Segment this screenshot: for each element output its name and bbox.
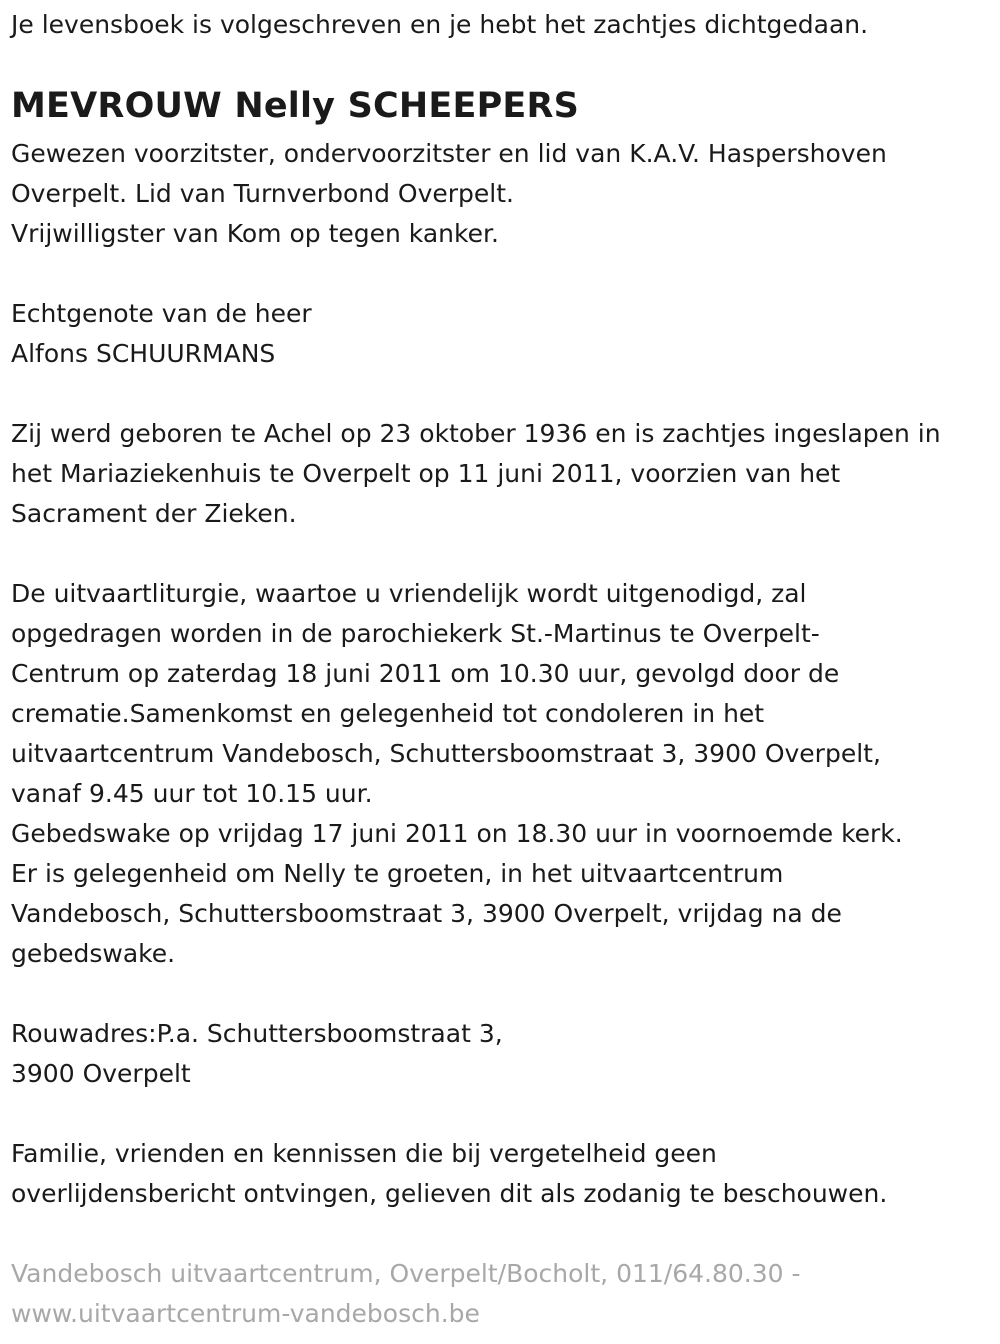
- funeral-home-contact: Vandebosch uitvaartcentrum, Overpelt/Bocholt, 011/64.80.30 -: [11, 1259, 801, 1288]
- roles-line: Overpelt. Lid van Turnverbond Overpelt.: [11, 179, 514, 208]
- prayer-vigil-line: Gebedswake op vrijdag 17 juni 2011 on 18.30 uur in voornoemde kerk.: [11, 819, 903, 848]
- spouse-line: Echtgenote van de heer: [11, 299, 312, 328]
- funeral-line: uitvaartcentrum Vandebosch, Schuttersboomstraat 3, 3900 Overpelt,: [11, 739, 881, 768]
- intro-quote: Je levensboek is volgeschreven en je hebt het zachtjes dichtgedaan.: [11, 10, 869, 39]
- birth-line: het Mariaziekenhuis te Overpelt op 11 juni 2011, voorzien van het: [11, 459, 841, 488]
- deceased-name: MEVROUW Nelly SCHEEPERS: [11, 86, 580, 126]
- funeral-line: vanaf 9.45 uur tot 10.15 uur.: [11, 779, 373, 808]
- address-line: 3900 Overpelt: [11, 1059, 191, 1088]
- mourning-address: [11, 1014, 503, 1094]
- funeral-line: De uitvaartliturgie, waartoe u vriendelijk wordt uitgenodigd, zal: [11, 579, 807, 608]
- spouse-name: Alfons SCHUURMANS: [11, 339, 276, 368]
- address-line: Rouwadres:P.a. Schuttersboomstraat 3,: [11, 1019, 503, 1048]
- family-line: overlijdensbericht ontvingen, gelieven dit als zodanig te beschouwen.: [11, 1179, 888, 1208]
- funeral-home-website: www.uitvaartcentrum-vandebosch.be: [11, 1299, 480, 1328]
- roles-paragraph: [11, 134, 887, 254]
- roles-line: Vrijwilligster van Kom op tegen kanker.: [11, 219, 499, 248]
- family-line: Familie, vrienden en kennissen die bij vergetelheid geen: [11, 1139, 717, 1168]
- spouse-paragraph: [11, 294, 312, 374]
- funeral-line: Centrum op zaterdag 18 juni 2011 om 10.30 uur, gevolgd door de: [11, 659, 840, 688]
- funeral-home-footer: [11, 1254, 801, 1334]
- viewing-line: gebedswake.: [11, 939, 176, 968]
- funeral-line: opgedragen worden in de parochiekerk St.-Martinus te Overpelt-: [11, 619, 820, 648]
- funeral-line: crematie.Samenkomst en gelegenheid tot condoleren in het: [11, 699, 765, 728]
- birth-line: Sacrament der Zieken.: [11, 499, 297, 528]
- roles-line: Gewezen voorzitster, ondervoorzitster en lid van K.A.V. Haspershoven: [11, 139, 887, 168]
- birth-line: Zij werd geboren te Achel op 23 oktober 1936 en is zachtjes ingeslapen in: [11, 419, 941, 448]
- viewing-line: Vandebosch, Schuttersboomstraat 3, 3900 Overpelt, vrijdag na de: [11, 899, 842, 928]
- family-notice-paragraph: [11, 1134, 887, 1214]
- viewing-line: Er is gelegenheid om Nelly te groeten, in het uitvaartcentrum: [11, 859, 784, 888]
- birth-death-paragraph: [11, 414, 941, 534]
- funeral-paragraph: [11, 574, 903, 974]
